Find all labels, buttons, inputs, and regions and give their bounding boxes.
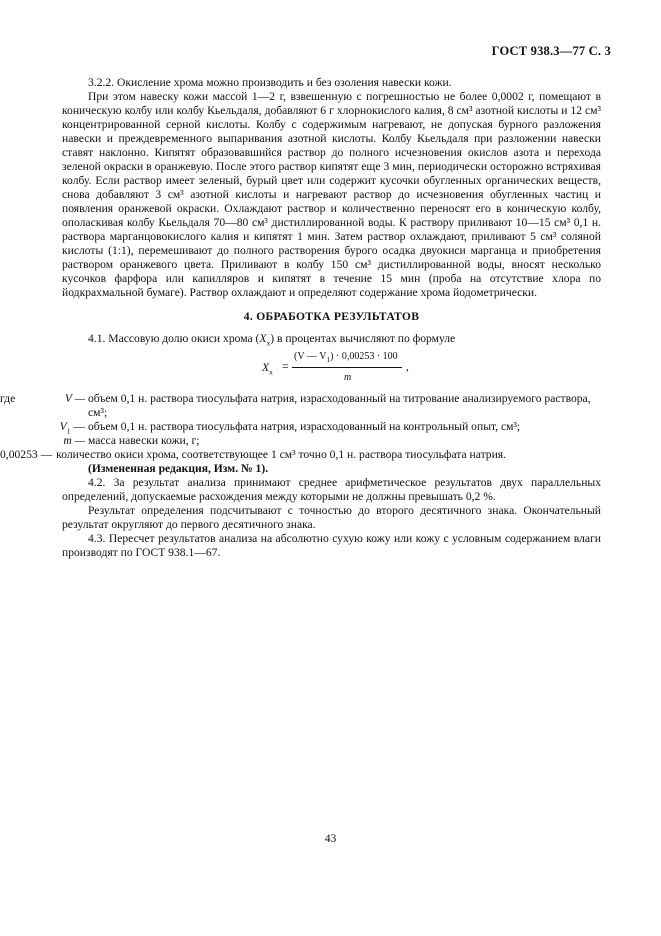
definition-v-symbol: V — bbox=[64, 392, 85, 405]
formula bbox=[62, 350, 601, 390]
paragraph-4-2: 4.2. За результат анализа принимают среднее арифметическое результатов двух параллельных определений, допускаемые расхождения между которыми не должны превышать 0,2 %. bbox=[62, 476, 601, 503]
definition-v1-symbol: $V_1$ — bbox=[59, 420, 85, 436]
page-header: ГОСТ 938.3—77 С. 3 bbox=[491, 44, 611, 58]
symbol-x: X bbox=[259, 332, 267, 345]
paragraph-3-2-2: 3.2.2. Окисление хрома можно производить и без озоления навески кожи. bbox=[88, 76, 452, 89]
paragraph-4-1-text: 4.1. Массовую долю окиси хрома ( bbox=[88, 332, 260, 345]
paragraph-3-2-2-procedure: При этом навеску кожи массой 1—2 г, взвешенную с погрешностью не более 0,0002 г, помещают в коническую колбу или колбу Кьельдаля, добавляют 6 г хлорнокислого калия, 8 см³ азотной кислоты и 12 см³ концентрированной серной кислоты. Колбу с содержимым нагревают, не допуская бурного разложения навески и преждевременного выпаривания азотной кислоты. Колбу Кьельдаля при разложении навески ставят наклонно. Кипятят образовавшийся раствор до полного исчезновения окислов азота и перехода зеленой окраски в оранжевую. После этого раствор кипятят еще 3 мин, периодически осторожно встряхивая колбу. Если раствор имеет зеленый, бурый цвет или содержит кусочки обугленных органических веществ, снова добавляют 3 см³ азотной кислоты и нагревают раствор до исчезновения обугленных частиц и появления оранжевой окраски. Охлаждают раствор и количественно переносят его в коническую колбу, ополаскивая колбу Кьельдаля 70—80 см³ дистиллированной воды. К раствору приливают 10—15 см³ 0,1 н. раствора марганцовокислого калия и кипятят 1 мин. Затем раствор охлаждают, приливают 5 см³ соляной кислоты (1:1), перемешивают до полного растворения бурого осадка двуокиси марганца и приобретения раствором оранжевого цвета. Приливают в колбу 150 см³ дистиллированной воды, вносят несколько кусочков фарфора или капилляров и кипятят в течение 15 мин (проба на отсутствие хлора по йодкрахмальной бумаге). Раствор охлаждают и определяют содержание хрома йодометрически. bbox=[62, 90, 601, 299]
section-title: 4. ОБРАБОТКА РЕЗУЛЬТАТОВ bbox=[243, 310, 420, 323]
paragraph-4-3: 4.3. Пересчет результатов анализа на абсолютно сухую кожу или кожу с условным содержанием влаги производят по ГОСТ 938.1—67. bbox=[62, 532, 601, 559]
page-number: 43 bbox=[324, 832, 337, 845]
where-label: где bbox=[0, 392, 16, 405]
formula-numerator: (V — $V_1) \cdot 0,00253 \cdot 100$ bbox=[294, 351, 398, 364]
amendment-note: (Измененная редакция, Изм. № 1). bbox=[88, 462, 269, 475]
definition-constant-symbol: 0,00253 — bbox=[0, 448, 53, 461]
definition-m bbox=[0, 434, 601, 448]
fraction-bar bbox=[292, 367, 402, 368]
paragraph-4-1 bbox=[62, 332, 601, 346]
document-body bbox=[0, 76, 601, 560]
definition-constant bbox=[0, 448, 601, 462]
definition-m-symbol: m — bbox=[63, 434, 85, 447]
formula-lhs: $X_x$ bbox=[262, 361, 273, 377]
definition-v bbox=[0, 392, 601, 420]
formula-denominator: m bbox=[344, 372, 352, 383]
formula-equals: = bbox=[282, 360, 289, 373]
definition-v-text: объем 0,1 н. раствора тиосульфата натрия, израсходованный на титрование анализируемого раствора, см³; bbox=[88, 392, 591, 419]
symbol-x-sub: x bbox=[266, 338, 271, 348]
paragraph-4-1-text-end: ) в процентах вычисляют по формуле bbox=[270, 332, 456, 345]
definition-v1 bbox=[0, 420, 601, 434]
definition-m-text: масса навески кожи, г; bbox=[88, 434, 200, 447]
definition-constant-text: количество окиси хрома, соответствующее 1 см³ точно 0,1 н. раствора тиосульфата натрия. bbox=[56, 448, 507, 461]
variable-definitions bbox=[0, 392, 601, 462]
definition-v1-text: объем 0,1 н. раствора тиосульфата натрия, израсходованный на контрольный опыт, см³; bbox=[88, 420, 521, 433]
paragraph-4-2-rounding: Результат определения подсчитывают с точностью до второго десятичного знака. Окончательный результат округляют до первого десятичного знака. bbox=[62, 504, 601, 531]
formula-comma: , bbox=[406, 360, 409, 373]
